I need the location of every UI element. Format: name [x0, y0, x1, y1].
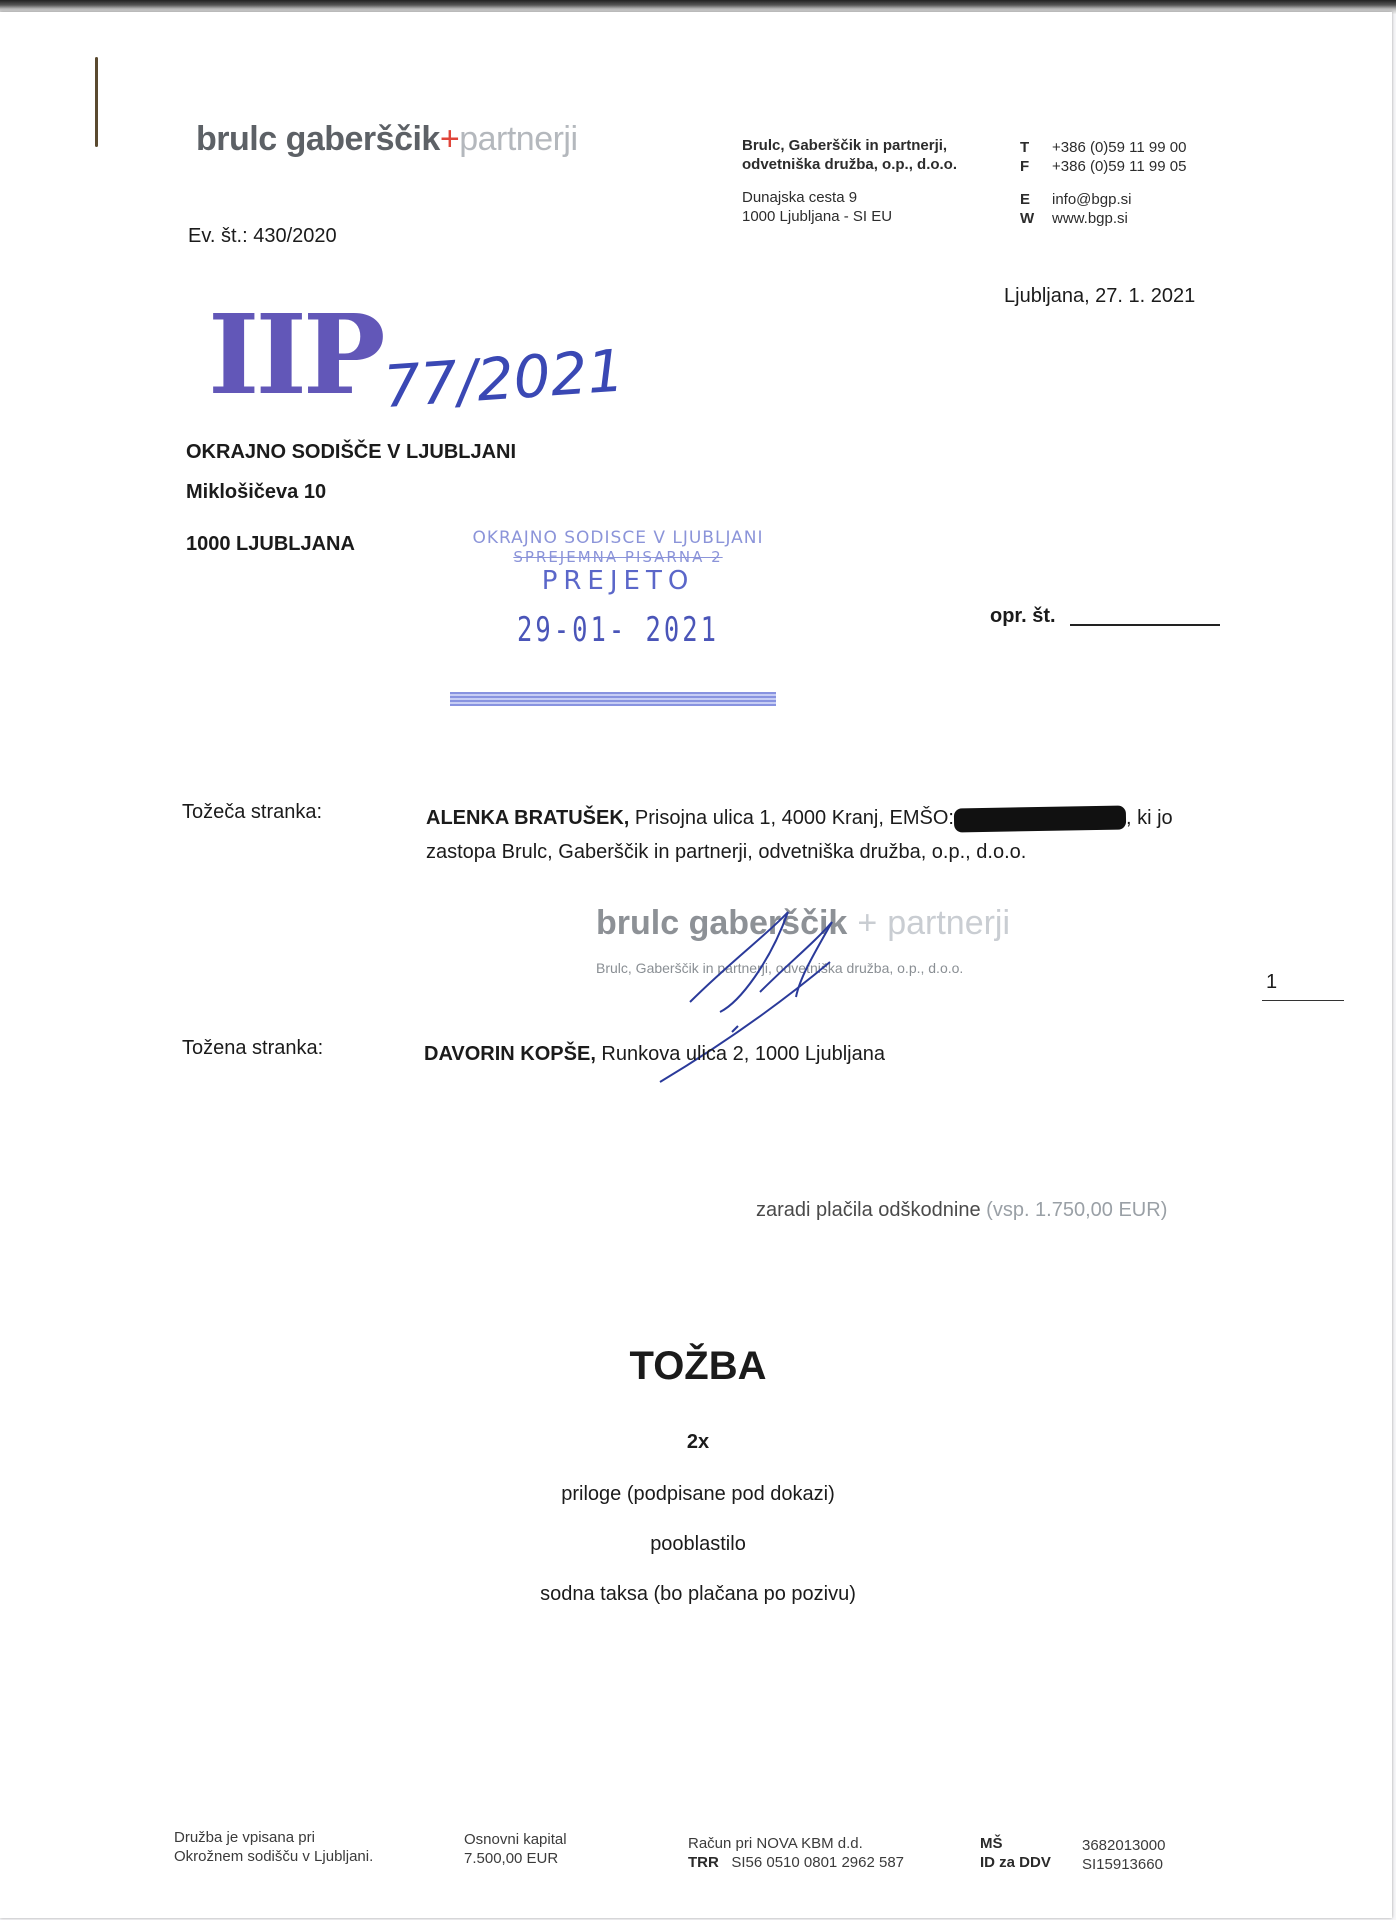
firm-stamp-subtitle: Brulc, Gaberščik in partnerji, odvetniška družba, o.p., d.o.o.: [596, 960, 964, 976]
firm-address-line1: Dunajska cesta 9: [742, 189, 858, 206]
copies-count: 2x: [686, 1431, 710, 1453]
firm-stamp-plus: +: [857, 904, 878, 942]
contact-key: F: [1020, 158, 1030, 175]
footer-trr-label: TRR: [688, 1854, 719, 1871]
attachment-item-1: priloge (podpisane pod dokazi): [561, 1483, 835, 1505]
received-stamp-label: PREJETO: [541, 566, 695, 596]
received-stamp-date: 29-01- 2021: [517, 610, 719, 650]
reference-number: Ev. št.: 430/2020: [188, 225, 337, 247]
firm-address-line2: 1000 Ljubljana - SI EU: [742, 208, 893, 225]
footer-capital: [464, 1830, 567, 1868]
binder-mark: [95, 57, 98, 147]
subject-value: (vsp. 1.750,00 EUR): [986, 1199, 1168, 1221]
plaintiff-after-redaction: , ki jo: [1125, 807, 1173, 829]
contact-fax: [1020, 157, 1186, 176]
signature: [620, 902, 900, 1102]
defendant-details: Runkova ulica 2, 1000 Ljubljana: [595, 1043, 885, 1065]
contact-email: [1020, 190, 1186, 209]
opr-blank-line: [1070, 624, 1220, 626]
contact-key: E: [1020, 191, 1031, 208]
document-title-text: TOŽBA: [629, 1344, 767, 1388]
firm-logo: [196, 120, 578, 159]
received-stamp: [448, 528, 788, 650]
contact-key: T: [1020, 139, 1030, 156]
date-line: Ljubljana, 27. 1. 2021: [1004, 285, 1196, 307]
recipient-court: OKRAJNO SODIŠČE V LJUBLJANI: [186, 441, 517, 463]
defendant-label: Tožena stranka:: [182, 1037, 324, 1059]
redaction-mark: [954, 805, 1126, 832]
footer-capital-value: 7.500,00 EUR: [464, 1850, 559, 1867]
plaintiff-details: Prisojna ulica 1, 4000 Kranj, EMŠO:: [629, 807, 954, 829]
recipient-city: 1000 LJUBLJANA: [186, 533, 355, 555]
footer-registration: [174, 1828, 373, 1866]
defendant-line: [424, 1040, 885, 1068]
defendant-name: DAVORIN KOPŠE,: [424, 1043, 596, 1065]
firm-name-line2: odvetniška družba, o.p., d.o.o.: [742, 156, 958, 173]
footer-ms-value: 3682013000: [1082, 1837, 1166, 1854]
footer-capital-label: Osnovni kapital: [464, 1831, 567, 1848]
contact-value: +386 (0)59 11 99 00: [1052, 139, 1187, 156]
contact-phone: [1020, 138, 1186, 157]
footer-bank: [688, 1834, 904, 1872]
attachment-item-2: pooblastilo: [650, 1533, 746, 1555]
opr-label: opr. št.: [990, 605, 1056, 627]
firm-name-block: [742, 136, 957, 226]
footer-reg-line1: Družba je vpisana pri: [174, 1829, 315, 1846]
footer-reg-line2: Okrožnem sodišču v Ljubljani.: [174, 1848, 374, 1865]
logo-light-text: partnerji: [459, 120, 578, 158]
margin-number: 1: [1266, 971, 1278, 993]
contact-key: W: [1020, 210, 1035, 227]
logo-dark-text: brulc gaberščik: [196, 120, 440, 158]
recipient-street: Miklošičeva 10: [186, 481, 327, 503]
footer-trr-value: SI56 0510 0801 2962 587: [731, 1854, 905, 1871]
document-title: [0, 1344, 1392, 1389]
footer-ids-values: [1082, 1836, 1165, 1874]
document-page: [0, 12, 1392, 1918]
margin-number-line: [1262, 1000, 1344, 1001]
footer-ids-labels: [980, 1834, 1051, 1872]
subject-text: zaradi plačila odškodnine: [756, 1199, 987, 1221]
firm-stamp-light: partnerji: [887, 904, 1011, 942]
contact-web: [1020, 209, 1186, 228]
plaintiff-line2: zastopa Brulc, Gaberščik in partnerji, odvetniška družba, o.p., d.o.o.: [426, 841, 1027, 863]
logo-plus: +: [439, 120, 460, 158]
contact-value: +386 (0)59 11 99 05: [1052, 158, 1187, 175]
received-stamp-office: SPREJEMNA PISARNA 2: [513, 548, 723, 566]
case-number-text: 77/2021: [381, 336, 627, 422]
footer-ddv-value: SI15913660: [1082, 1856, 1163, 1873]
case-prefix-stamp: IIP: [208, 290, 382, 419]
plaintiff-line1: [426, 804, 1173, 832]
subject-line: [756, 1196, 1167, 1224]
firm-contacts: [1020, 138, 1186, 228]
firm-stamp-dark: brulc gaberščik: [596, 904, 848, 942]
plaintiff-label: Tožeča stranka:: [182, 801, 323, 823]
handwritten-case-number: [380, 327, 640, 427]
footer-ms-label: MŠ: [980, 1835, 1003, 1852]
firm-name-line1: Brulc, Gaberščik in partnerji,: [742, 137, 948, 154]
footer-bank-line: Račun pri NOVA KBM d.d.: [688, 1835, 863, 1852]
contact-value: info@bgp.si: [1052, 191, 1132, 208]
received-stamp-bar: [450, 692, 776, 706]
footer-ddv-label: ID za DDV: [980, 1854, 1051, 1871]
plaintiff-name: ALENKA BRATUŠEK,: [426, 807, 630, 829]
received-stamp-court: OKRAJNO SODISCE V LJUBLJANI: [472, 528, 764, 548]
attachment-item-3: sodna taksa (bo plačana po pozivu): [540, 1583, 856, 1605]
contact-value: www.bgp.si: [1052, 210, 1128, 227]
